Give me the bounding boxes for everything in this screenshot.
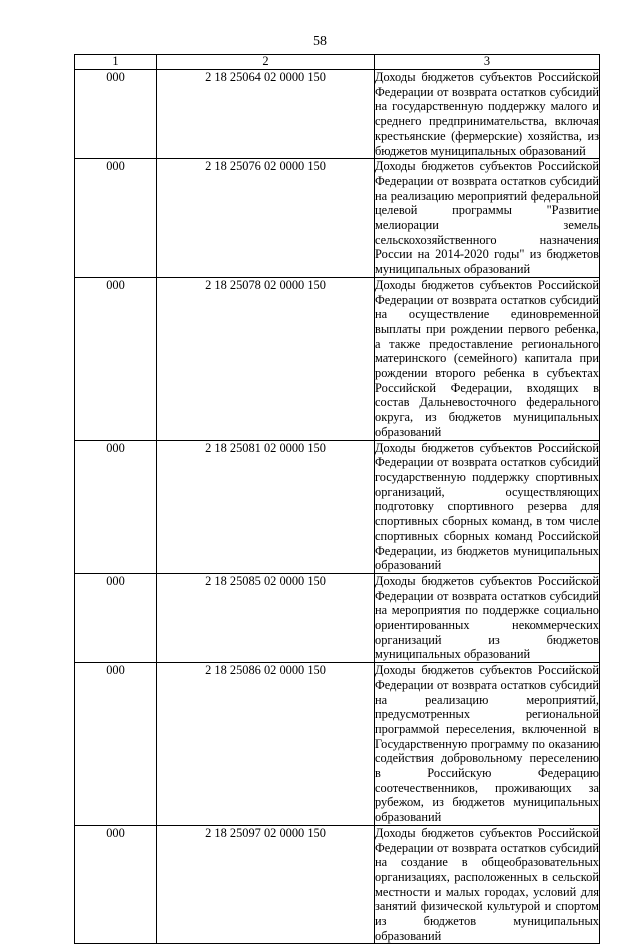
description-cell: Доходы бюджетов субъектов Российской Федерации от возврата остатков субсидий государственную поддержку спортивных организаций, осуществляющих подготовку спортивного резерва для спортивных сборных команд, в том числе спортивных сборных команд Российской Федерации, из бюджетов муниципальных образований xyxy=(375,440,599,573)
admin-code-cell: 000 xyxy=(75,70,157,159)
column-header-3: 3 xyxy=(375,55,600,70)
admin-code-cell: 000 xyxy=(75,573,157,662)
kbk-code-cell: 2 18 25076 02 0000 150 xyxy=(157,159,375,278)
admin-code-cell: 000 xyxy=(75,825,157,944)
description-cell: Доходы бюджетов субъектов Российской Федерации от возврата остатков субсидий на государственную поддержку малого и среднего предпринимательства, включая крестьянские (фермерские) хозяйства, из бюджетов муниципальных образований xyxy=(375,70,599,158)
table-row xyxy=(75,277,600,440)
table-row xyxy=(75,159,600,278)
table-row xyxy=(75,70,600,159)
kbk-code-cell: 2 18 25097 02 0000 150 xyxy=(157,825,375,944)
table-header-row xyxy=(75,55,600,70)
table-row xyxy=(75,573,600,662)
admin-code-cell: 000 xyxy=(75,663,157,826)
kbk-code-cell: 2 18 25064 02 0000 150 xyxy=(157,70,375,159)
admin-code-cell: 000 xyxy=(75,277,157,440)
description-cell: Доходы бюджетов субъектов Российской Федерации от возврата остатков субсидий на мероприятия по поддержке социально ориентированных некоммерческих организаций из бюджетов муниципальных образований xyxy=(375,573,599,662)
description-cell: Доходы бюджетов субъектов Российской Федерации от возврата остатков субсидий на реализацию мероприятий, предусмотренных региональной программой переселения, включенной в Государственную программу по оказанию содействия добровольному переселению в Российскую Федерацию соотечественников, проживающих за рубежом, из бюджетов муниципальных образований xyxy=(375,663,599,825)
column-header-2: 2 xyxy=(157,55,375,70)
description-cell: Доходы бюджетов субъектов Российской Федерации от возврата остатков субсидий на создание в общеобразовательных организациях, расположенных в сельской местности и малых городах, условий для занятий физической культурой и спортом из бюджетов муниципальных образований xyxy=(375,825,599,943)
description-cell: Доходы бюджетов субъектов Российской Федерации от возврата остатков субсидий на реализацию мероприятий федеральной целевой программы "Развитие мелиорации земель сельскохозяйственного назначения России на 2014-2020 годы" из бюджетов муниципальных образований xyxy=(375,159,599,277)
description-cell: Доходы бюджетов субъектов Российской Федерации от возврата остатков субсидий на осуществление единовременной выплаты при рождении первого ребенка, а также предоставление регионального материнского (семейного) капитала при рождении второго ребенка в субъектах Российской Федерации, входящих в состав Дальневосточного федерального округа, из бюджетов муниципальных образований xyxy=(375,277,599,439)
kbk-code-cell: 2 18 25081 02 0000 150 xyxy=(157,440,375,573)
kbk-code-cell: 2 18 25085 02 0000 150 xyxy=(157,573,375,662)
kbk-code-cell: 2 18 25086 02 0000 150 xyxy=(157,663,375,826)
page-number: 58 xyxy=(313,34,327,49)
table-row xyxy=(75,825,600,944)
kbk-code-cell: 2 18 25078 02 0000 150 xyxy=(157,277,375,440)
budget-income-table xyxy=(74,54,600,944)
admin-code-cell: 000 xyxy=(75,159,157,278)
column-header-1: 1 xyxy=(75,55,157,70)
admin-code-cell: 000 xyxy=(75,440,157,573)
table-row xyxy=(75,663,600,826)
table-row xyxy=(75,440,600,573)
